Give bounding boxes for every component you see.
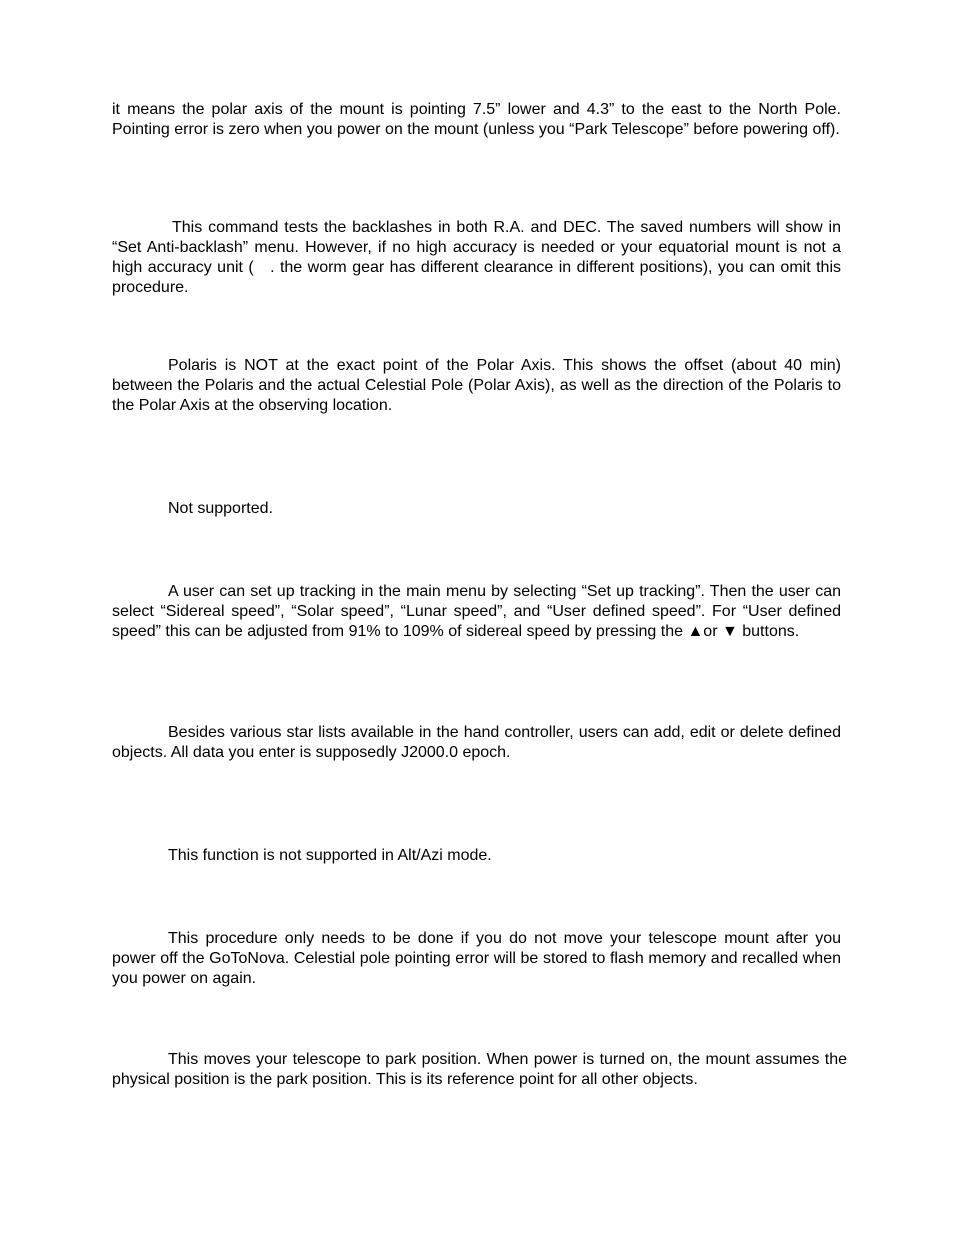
paragraph-tracking-setup: A user can set up tracking in the main menu by selecting “Set up tracking”. Then the user can select “Sidereal speed”, “Solar speed”, “Lunar speed”, and “User defined speed”. For “User defined speed” this can be adjusted from 91% to 109% of sidereal speed by pressing the ▲or ▼ buttons. <box>112 583 841 640</box>
paragraph-polar-axis-pointing: it means the polar axis of the mount is pointing 7.5” lower and 4.3” to the east to the North Pole. Pointing error is zero when you power on the mount (unless you “Park Telescope” before powering off). <box>112 101 841 138</box>
paragraph-pole-error-memory: This procedure only needs to be done if you do not move your telescope mount after you power off the GoToNova. Celestial pole pointing error will be stored to flash memory and recalled when you power on again. <box>112 930 841 987</box>
paragraph-polaris-offset: Polaris is NOT at the exact point of the Polar Axis. This shows the offset (about 40 min) between the Polaris and the actual Celestial Pole (Polar Axis), as well as the direction of the Polaris to the Polar Axis at the observing location. <box>112 357 841 414</box>
paragraph-not-supported: Not supported. <box>168 500 273 517</box>
paragraph-park-position: This moves your telescope to park position. When power is turned on, the mount assumes the physical position is the park position. This is its reference point for all other objects. <box>112 1051 847 1088</box>
paragraph-user-objects: Besides various star lists available in the hand controller, users can add, edit or delete defined objects. All data you enter is supposedly J2000.0 epoch. <box>112 724 841 761</box>
paragraph-altazi-unsupported: This function is not supported in Alt/Azi mode. <box>168 847 492 864</box>
paragraph-backlash-test: This command tests the backlashes in both R.A. and DEC. The saved numbers will show in “Set Anti-backlash” menu. However, if no high accuracy is needed or your equatorial mount is not a high accuracy unit ( . the worm gear has different clearance in different positions), you can omit this procedure. <box>112 219 841 296</box>
